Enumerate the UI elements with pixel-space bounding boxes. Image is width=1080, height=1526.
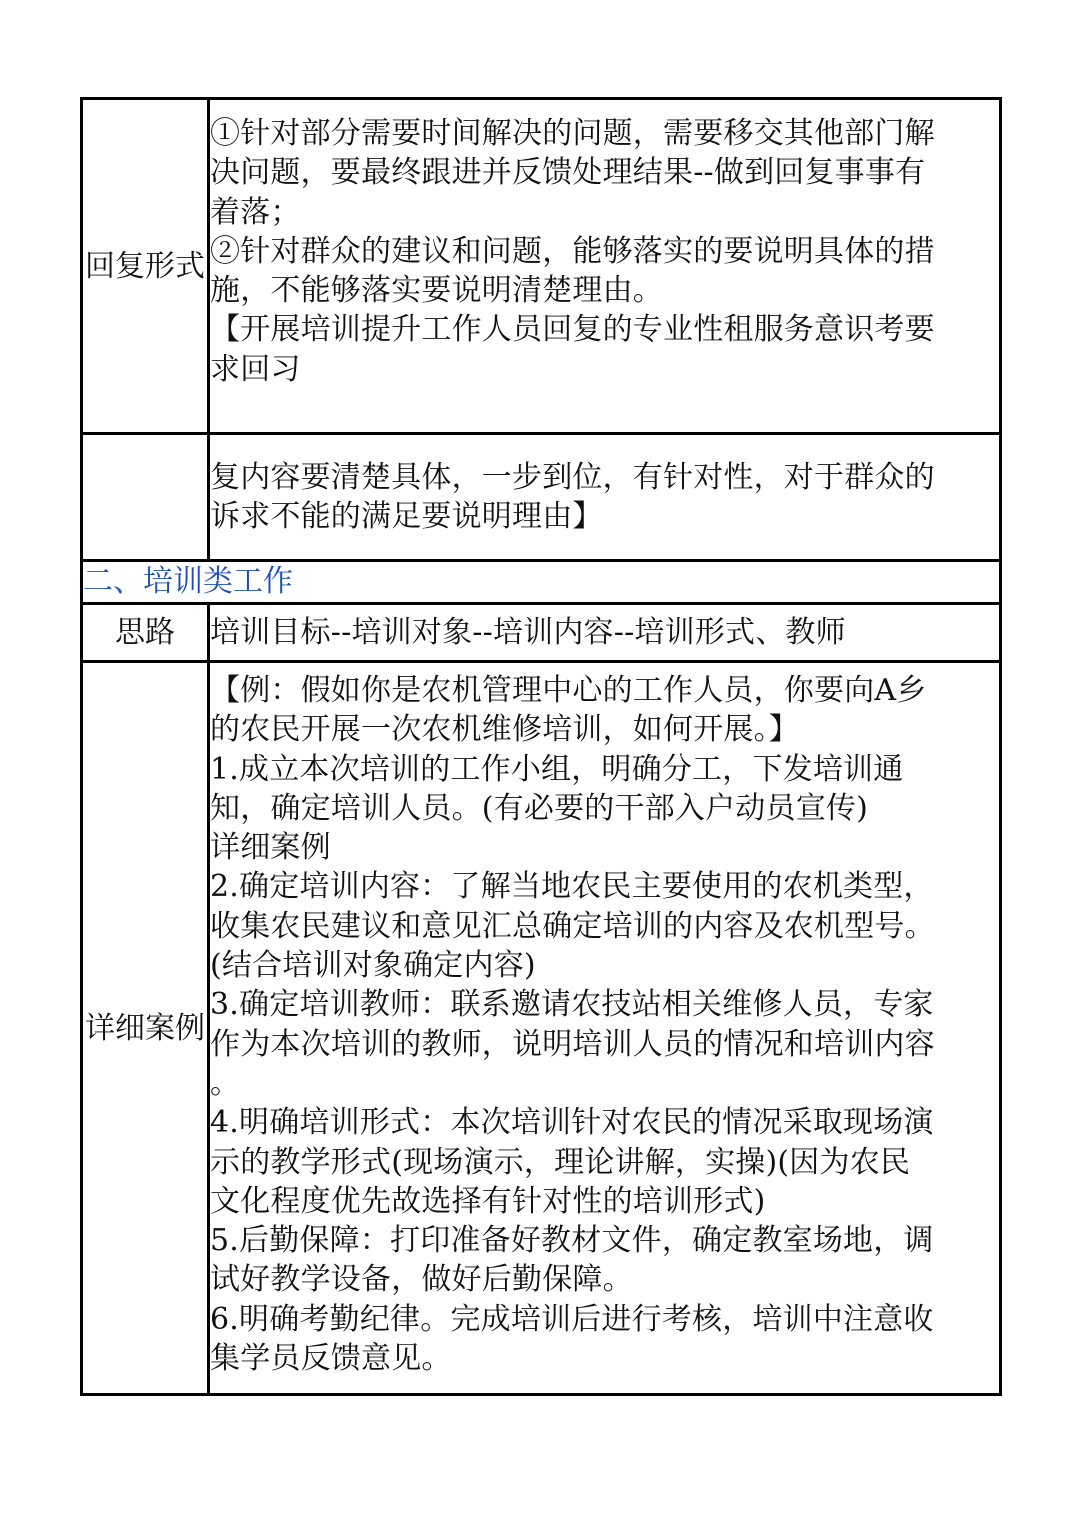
reply-form-content — [209, 99, 1001, 434]
table-row-idea — [82, 604, 1001, 662]
text-line: 1.成立本次培训的工作小组，明确分工，下发培训通 — [210, 751, 904, 787]
reply-continued-content — [209, 434, 1001, 561]
text-line: 示的教学形式(现场演示，理论讲解，实操)(因为农民 — [210, 1144, 911, 1180]
row-label-idea: 思路 — [82, 604, 209, 662]
section-title: 二、培训类工作 — [82, 561, 1001, 604]
table-row-reply-continued — [82, 434, 1001, 561]
text-line: 试好教学设备，做好后勤保障。 — [210, 1262, 633, 1298]
text-line: 2.确定培训内容：了解当地农民主要使用的农机类型， — [210, 869, 934, 905]
text-line: 。 — [210, 1065, 241, 1101]
row-label-reply-form: 回复形式 — [82, 99, 209, 434]
text-line: 施，不能够落实要说明清楚理由。 — [210, 273, 663, 309]
text-line: 5.后勤保障：打印准备好教材文件，确定教室场地，调 — [210, 1223, 934, 1259]
text-line: ②针对群众的建议和问题，能够落实的要说明具体的措 — [210, 233, 935, 269]
text-line: 文化程度优先故选择有针对性的培训形式) — [210, 1183, 766, 1219]
table-row-reply-form — [82, 99, 1001, 434]
idea-content: 培训目标--培训对象--培训内容--培训形式、教师 — [209, 604, 1001, 662]
text-line: 【例：假如你是农机管理中心的工作人员，你要向A乡 — [210, 673, 927, 708]
text-line: 诉求不能的满足要说明理由】 — [210, 499, 603, 534]
row-label-empty — [82, 434, 209, 561]
row-label-detail-case: 详细案例 — [82, 662, 209, 1395]
table-row-section-header — [82, 561, 1001, 604]
text-line: 收集农民建议和意见汇总确定培训的内容及农机型号。 — [210, 908, 935, 944]
detail-case-content — [209, 662, 1001, 1395]
text-line: 详细案例 — [210, 830, 331, 866]
text-line: 着落； — [210, 194, 301, 230]
text-line: 【开展培训提升工作人员回复的专业性租服务意识考要 — [210, 312, 935, 348]
text-line: 的农民开展一次农机维修培训，如何开展。】 — [210, 712, 799, 748]
text-line: 复内容要清楚具体，一步到位，有针对性，对于群众的 — [210, 459, 935, 495]
text-line: 3.确定培训教师：联系邀请农技站相关维修人员，专家 — [210, 987, 934, 1023]
text-line: ①针对部分需要时间解决的问题，需要移交其他部门解 — [210, 116, 935, 151]
text-line: 求回习 — [210, 351, 301, 387]
content-table — [80, 97, 1002, 1396]
text-line: 决问题，要最终跟进并反馈处理结果--做到回复事事有 — [210, 155, 926, 191]
text-line: 4.明确培训形式：本次培训针对农民的情况采取现场演 — [210, 1105, 934, 1141]
text-line: (结合培训对象确定内容) — [210, 948, 536, 984]
text-line: 6.明确考勤纪律。完成培训后进行考核，培训中注意收 — [210, 1301, 934, 1337]
text-line: 集学员反馈意见。 — [210, 1341, 452, 1377]
text-line: 知，确定培训人员。(有必要的干部入户动员宣传) — [210, 790, 869, 826]
table-row-detail-case — [82, 662, 1001, 1395]
text-line: 作为本次培训的教师，说明培训人员的情况和培训内容 — [210, 1026, 935, 1062]
